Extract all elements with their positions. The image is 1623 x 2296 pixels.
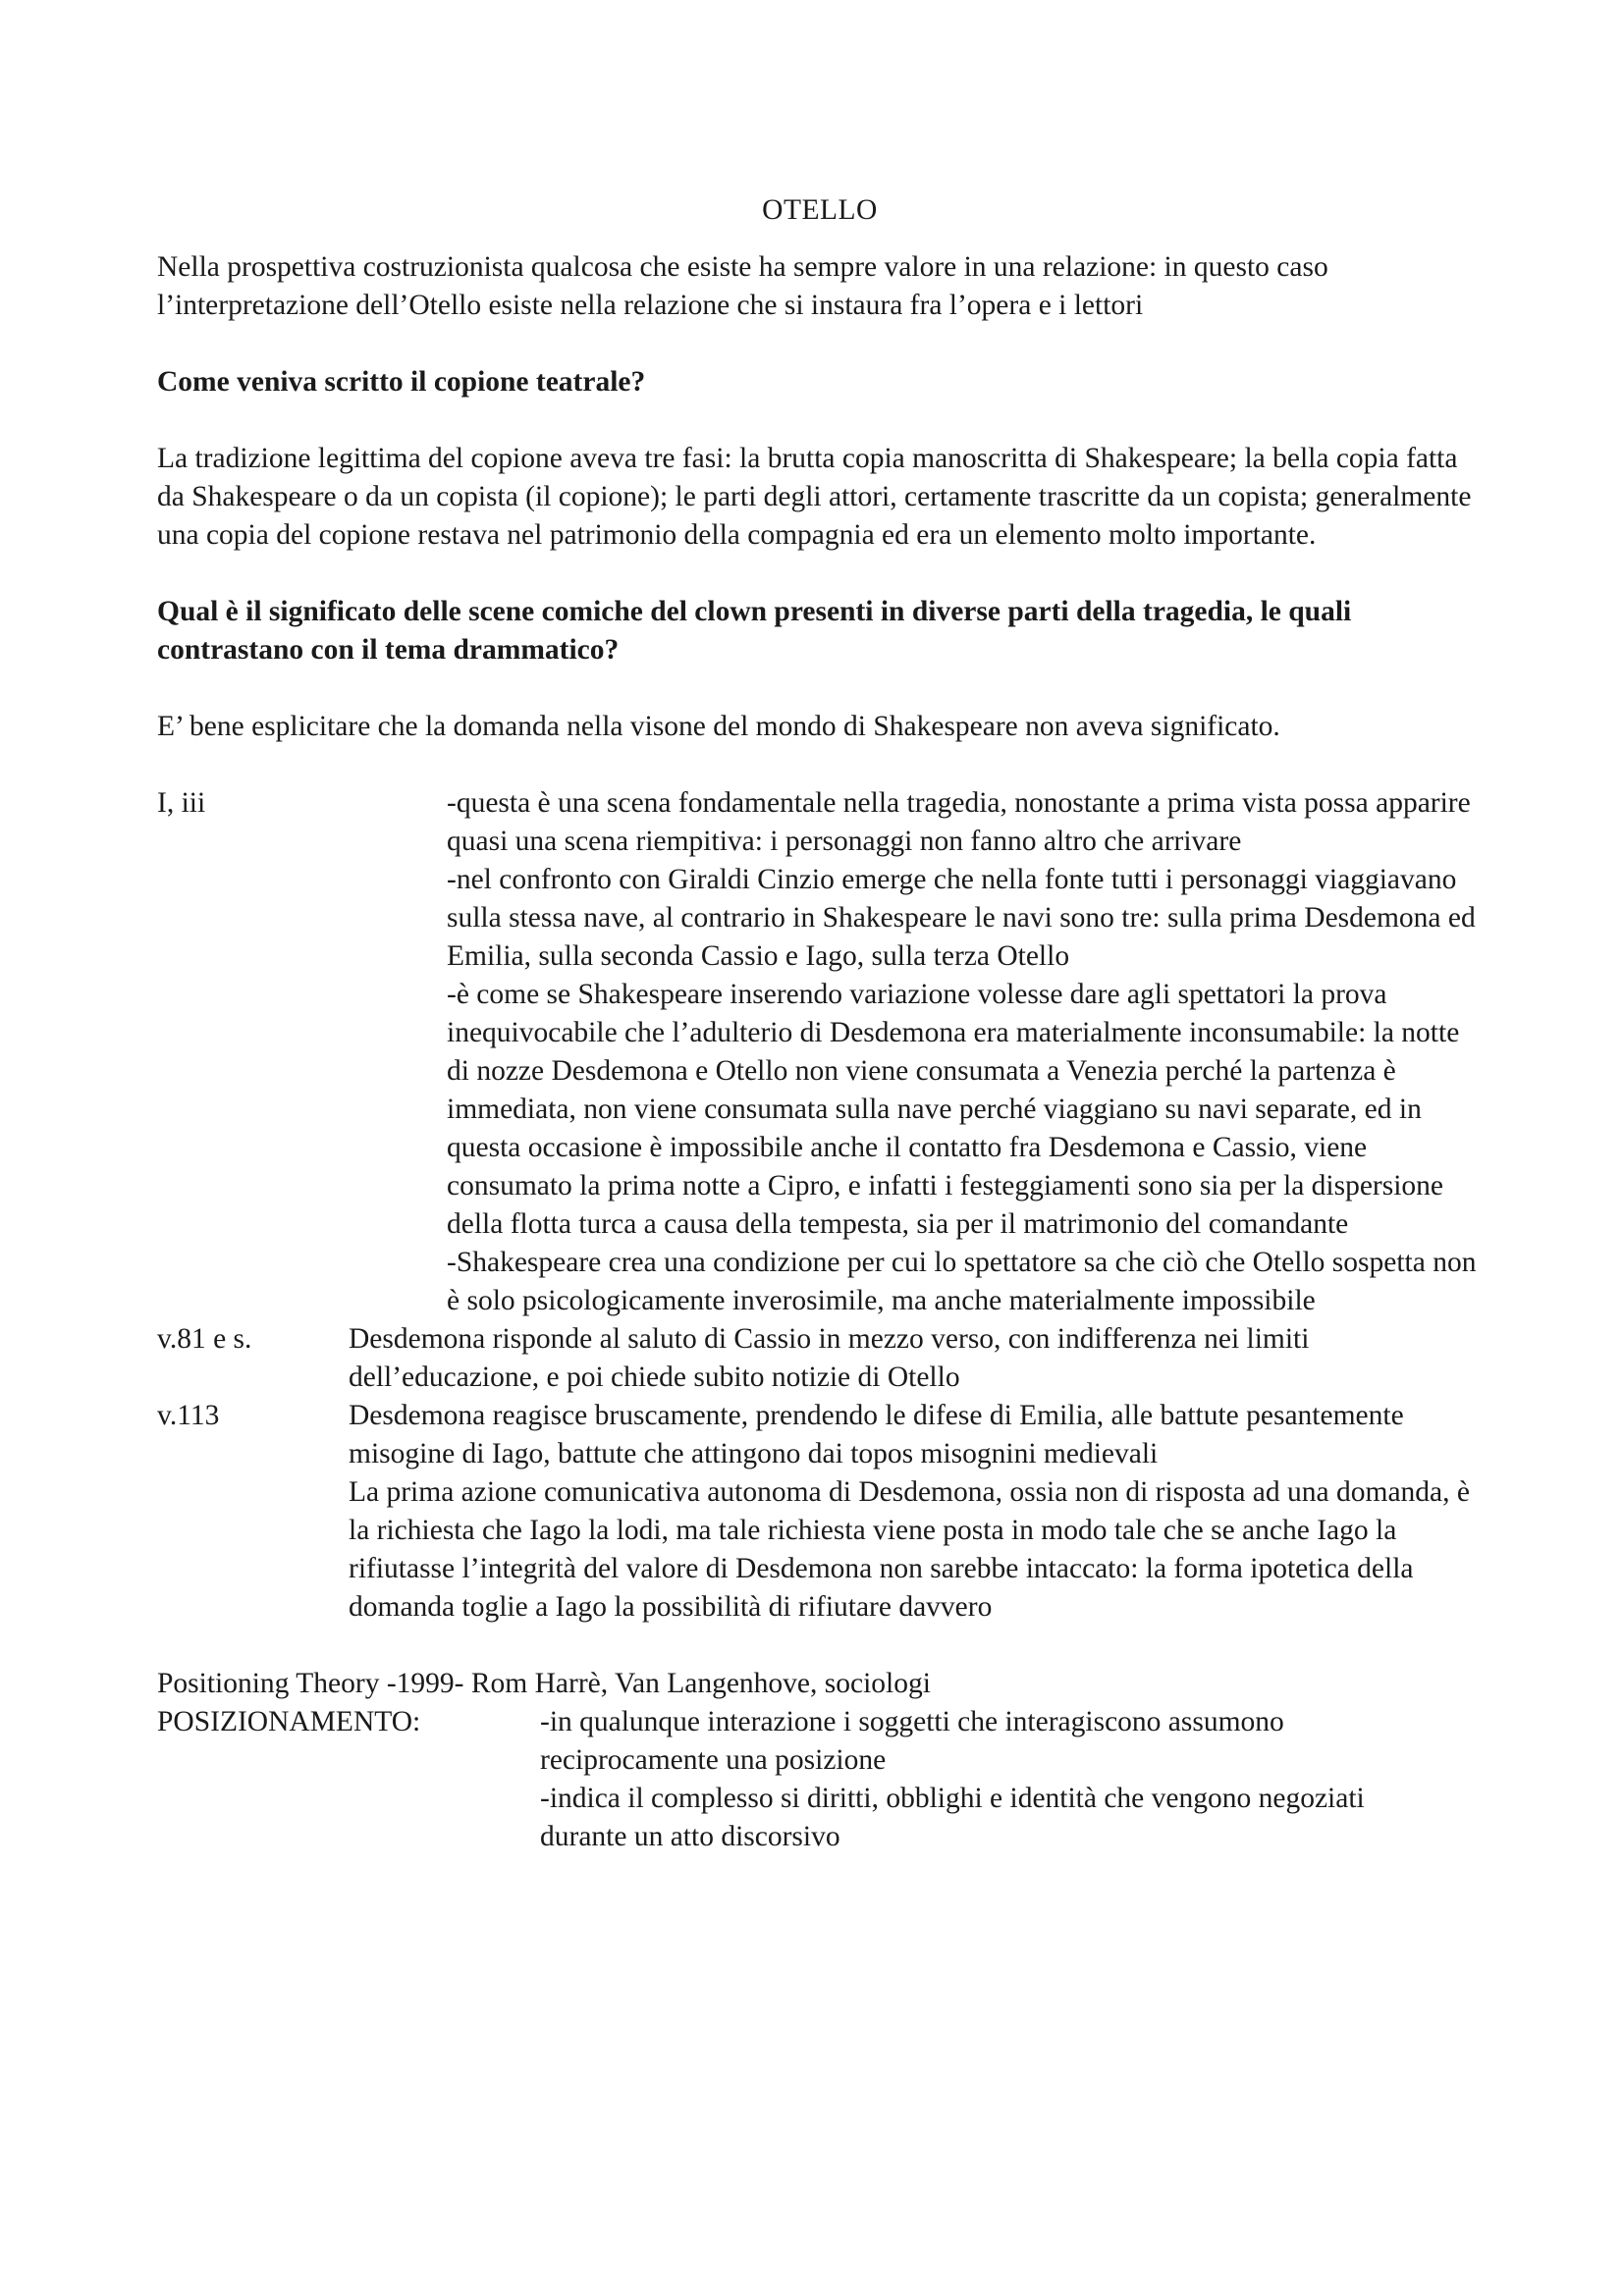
note-content (447, 784, 1483, 1320)
note-item: Desdemona reagisce bruscamente, prendendo le difese di Emilia, alle battute pesantemente misogine di Iago, battute che attingono dai topos misognini medievali (349, 1400, 1404, 1469)
note-label: v.113 (157, 1400, 220, 1431)
document-page (157, 191, 1483, 1856)
note-item: -questa è una scena fondamentale nella tragedia, nonostante a prima vista possa apparire quasi una scena riempitiva: i personaggi non fanno altro che arrivare (447, 787, 1471, 857)
positioning-item: -in qualunque interazione i soggetti che interagiscono assumono reciprocamente una posizione (540, 1706, 1284, 1776)
section-heading-scene-comiche: Qual è il significato delle scene comiche del clown presenti in diverse parti della tragedia, le quali contrastano con il tema drammatico? (157, 596, 1352, 666)
note-label: I, iii (157, 787, 206, 819)
note-content (349, 1320, 1483, 1397)
note-item: La prima azione comunicativa autonoma di Desdemona, ossia non di risposta ad una domanda, è la richiesta che Iago la lodi, ma tale richiesta viene posta in modo tale che se anche Iago la rifiutasse l’integrità del valore di Desdemona non sarebbe intaccato: la forma ipotetica della domanda toglie a Iago la possibilità di rifiutare davvero (349, 1476, 1470, 1623)
section-heading-copione: Come veniva scritto il copione teatrale? (157, 366, 646, 398)
note-item: -nel confronto con Giraldi Cinzio emerge che nella fonte tutti i personaggi viaggiavano sulla stessa nave, al contrario in Shakespeare le navi sono tre: sulla prima Desdemona ed Emilia, sulla seconda Cassio e Iago, sulla terza Otello (447, 864, 1476, 972)
section-body-copione: La tradizione legittima del copione aveva tre fasi: la brutta copia manoscritta di Shakespeare; la bella copia fatta da Shakespeare o da un copista (il copione); le parti degli attori, certamente trascritte da un copista; generalmente una copia del copione restava nel patrimonio della compagnia ed era un elemento molto importante. (157, 443, 1472, 551)
note-item: -Shakespeare crea una condizione per cui lo spettatore sa che ciò che Otello sospetta non è solo psicologicamente inverosimile, ma anche materialmente impossibile (447, 1247, 1477, 1316)
positioning-content (540, 1703, 1404, 1856)
positioning-label: POSIZIONAMENTO: (157, 1706, 421, 1737)
note-content (349, 1397, 1483, 1627)
intro-paragraph: Nella prospettiva costruzionista qualcosa che esiste ha sempre valore in una relazione: in questo caso l’interpretazione dell’Otello esiste nella relazione che si instaura fra l’opera e i lettori (157, 251, 1328, 321)
document-title: OTELLO (762, 194, 878, 226)
note-item: Desdemona risponde al saluto di Cassio in mezzo verso, con indifferenza nei limiti dell’educazione, e poi chiede subito notizie di Otello (349, 1323, 1310, 1393)
positioning-theory-line: Positioning Theory -1999- Rom Harrè, Van Langenhove, sociologi (157, 1668, 931, 1699)
note-label: v.81 e s. (157, 1323, 252, 1355)
section-body-scene-comiche: E’ bene esplicitare che la domanda nella visone del mondo di Shakespeare non aveva significato. (157, 711, 1280, 742)
note-row-act-1-scene-3 (157, 784, 1483, 1320)
positioning-item: -indica il complesso si diritti, obblighi e identità che vengono negoziati durante un atto discorsivo (540, 1783, 1365, 1852)
note-item: -è come se Shakespeare inserendo variazione volesse dare agli spettatori la prova inequivocabile che l’adulterio di Desdemona era materialmente inconsumabile: la notte di nozze Desdemona e Otello non viene consumata a Venezia perché la partenza è immediata, non viene consumata sulla nave perché viaggiano su navi separate, ed in questa occasione è impossibile anche il contatto fra Desdemona e Cassio, viene consumato la prima notte a Cipro, e infatti i festeggiamenti sono sia per la dispersione della flotta turca a causa della tempesta, sia per il matrimonio del comandante (447, 979, 1460, 1240)
note-row-v81 (157, 1320, 1483, 1397)
note-row-v113 (157, 1397, 1483, 1627)
positioning-row (157, 1703, 1483, 1856)
